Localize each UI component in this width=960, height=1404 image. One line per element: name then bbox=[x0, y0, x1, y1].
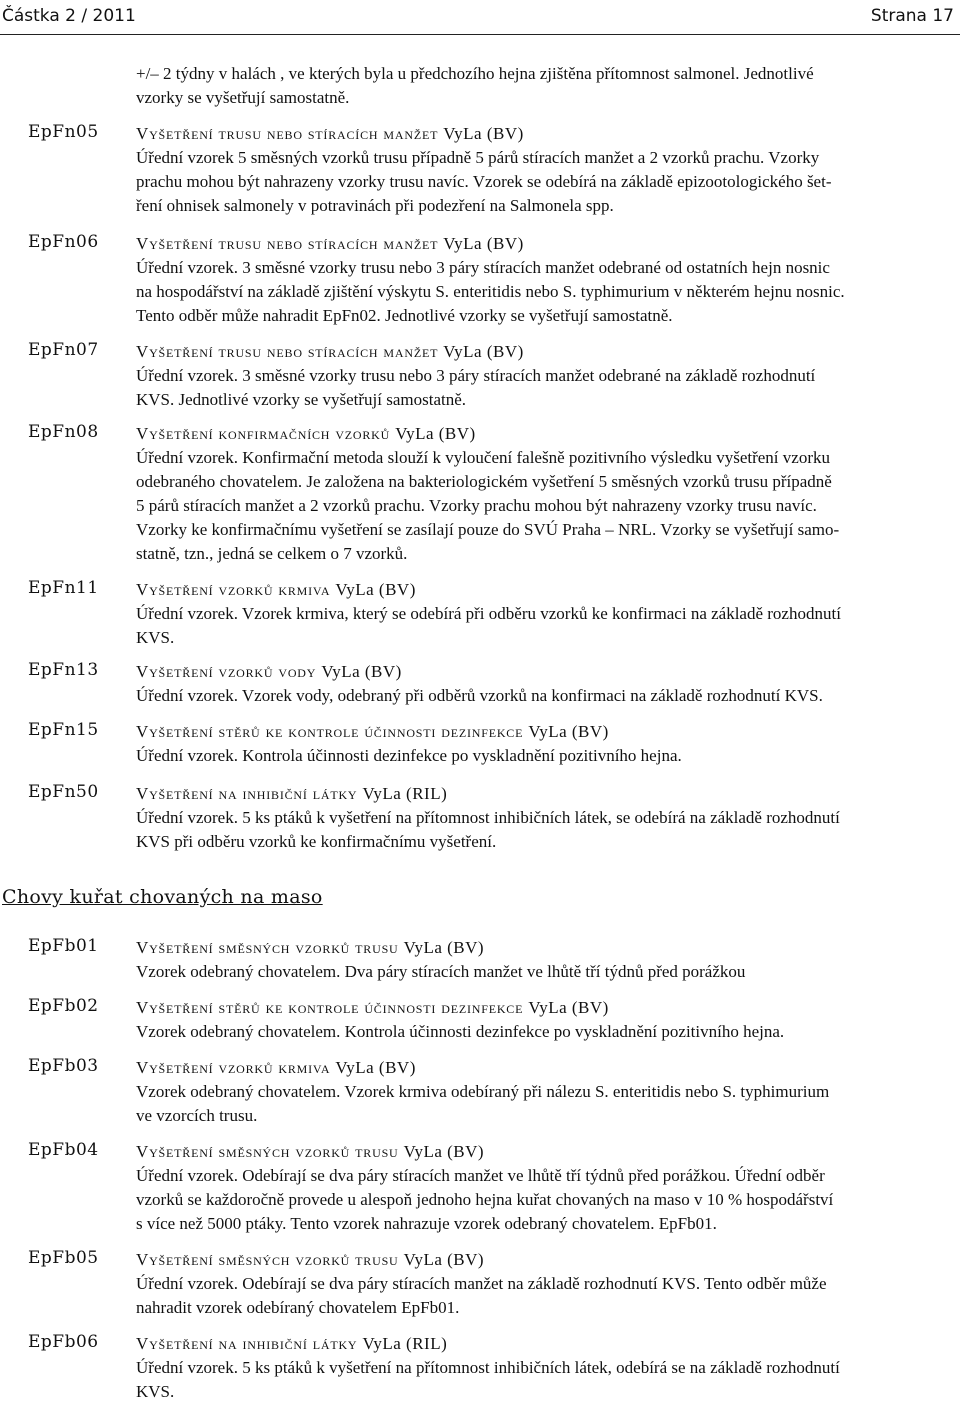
intro-line: +/– 2 týdny v halách , ve kterých byla u předchozího hejna zjištěna přítomnost salmonel. Jednotlivé bbox=[136, 64, 814, 83]
entry-code: EpFn50 bbox=[28, 782, 99, 802]
entry-body bbox=[136, 578, 956, 650]
page-number: Strana 17 bbox=[870, 6, 954, 26]
entry-text-line: ření ohnisek salmonely v potravinách při podezření na Salmonela spp. bbox=[136, 196, 614, 215]
entry-title: Vyšetření stěrů ke kontrole účinnosti dezinfekce bbox=[136, 722, 524, 741]
entry-tag: VyLa (BV) bbox=[528, 722, 609, 741]
entry-tag: VyLa (RIL) bbox=[362, 1334, 448, 1353]
entry-title: Vyšetření směsných vzorků trusu bbox=[136, 938, 399, 957]
entry-text-line: statně, tzn., jedná se celkem o 7 vzorků. bbox=[136, 544, 408, 563]
entry-tag: VyLa (BV) bbox=[321, 662, 402, 681]
entry-title-line bbox=[136, 720, 956, 744]
entry-body bbox=[136, 422, 956, 566]
entry-text-line: Úřední vzorek. 5 ks ptáků k vyšetření na přítomnost inhibičních látek, se odebírá na základě rozhodnutí bbox=[136, 808, 840, 827]
entry-title: Vyšetření směsných vzorků trusu bbox=[136, 1250, 399, 1269]
entry-text-line: Vzorek odebraný chovatelem. Dva páry stíracích manžet ve lhůtě tří týdnů před porážkou bbox=[136, 962, 746, 981]
entry-text-line: KVS. bbox=[136, 628, 175, 647]
entry-title-line bbox=[136, 996, 956, 1020]
entry-tag: VyLa (BV) bbox=[403, 1250, 485, 1269]
issue-number: Částka 2 / 2011 bbox=[2, 6, 136, 26]
entry-body bbox=[136, 996, 956, 1044]
entry-text-line: Úřední vzorek. Konfirmační metoda slouží k vyloučení falešně pozitivního výsledku vyšetření vzorku bbox=[136, 448, 830, 467]
entry-title-line bbox=[136, 660, 956, 684]
entry-title: Vyšetření na inhibiční látky bbox=[136, 1334, 358, 1353]
entry-text-line: Úřední vzorek. 5 ks ptáků k vyšetření na přítomnost inhibičních látek, odebírá se na základě rozhodnutí bbox=[136, 1358, 840, 1377]
entry-title: Vyšetření stěrů ke kontrole účinnosti dezinfekce bbox=[136, 998, 524, 1017]
entry-title: Vyšetření vzorků krmiva bbox=[136, 580, 331, 599]
entry-tag: VyLa (BV) bbox=[395, 424, 476, 443]
entry-title-line bbox=[136, 578, 956, 602]
entry-text-line: KVS. Jednotlivé vzorky se vyšetřují samostatně. bbox=[136, 390, 467, 409]
entry-tag: VyLa (BV) bbox=[403, 938, 485, 957]
entry-code: EpFn13 bbox=[28, 660, 99, 680]
entry-title: Vyšetření konfirmačních vzorků bbox=[136, 424, 391, 443]
entry-body bbox=[136, 1332, 956, 1404]
entry-code: EpFn15 bbox=[28, 720, 99, 740]
entry-tag: VyLa (BV) bbox=[443, 124, 524, 143]
entry-tag: VyLa (BV) bbox=[335, 580, 416, 599]
entry-text-line: Tento odběr může nahradit EpFn02. Jednotlivé vzorky se vyšetřují samostatně. bbox=[136, 306, 673, 325]
entry-body bbox=[136, 232, 956, 328]
entry-tag: VyLa (BV) bbox=[528, 998, 609, 1017]
entry-body bbox=[136, 720, 956, 768]
entry-text-line: ve vzorcích trusu. bbox=[136, 1106, 258, 1125]
entry-code: EpFb05 bbox=[28, 1248, 99, 1268]
entry-text-line: Úřední vzorek. Kontrola účinnosti dezinfekce po vyskladnění pozitivního hejna. bbox=[136, 746, 682, 765]
entry-text-line: Vzorky ke konfirmačnímu vyšetření se zasílají pouze do SVÚ Praha – NRL. Vzorky se vyšetřují samo- bbox=[136, 520, 840, 539]
entry-title-line bbox=[136, 122, 956, 146]
entry-text-line: Vzorek odebraný chovatelem. Kontrola účinnosti dezinfekce po vyskladnění pozitivního hejna. bbox=[136, 1022, 785, 1041]
entry-title: Vyšetření vzorků vody bbox=[136, 662, 317, 681]
entry-body bbox=[136, 1248, 956, 1320]
entry-tag: VyLa (BV) bbox=[403, 1142, 485, 1161]
entry-body bbox=[136, 936, 956, 984]
entry-text-line: Úřední vzorek. 3 směsné vzorky trusu nebo 3 páry stíracích manžet odebrané na základě rozhodnutí bbox=[136, 366, 816, 385]
entry-title-line bbox=[136, 936, 956, 960]
entry-text-line: s více než 5000 ptáky. Tento vzorek nahrazuje vzorek odebraný chovatelem. EpFb01. bbox=[136, 1214, 717, 1233]
entry-code: EpFb01 bbox=[28, 936, 99, 956]
entry-title-line bbox=[136, 1248, 956, 1272]
entry-text-line: Úřední vzorek. Odebírají se dva páry stíracích manžet ve lhůtě tří týdnů před porážkou. Úřední odběr bbox=[136, 1166, 825, 1185]
entry-text-line: nahradit vzorek odebíraný chovatelem EpFb01. bbox=[136, 1298, 460, 1317]
entry-text-line: Úřední vzorek. Vzorek vody, odebraný při odběrů vzorků na konfirmaci na základě rozhodnutí KVS. bbox=[136, 686, 823, 705]
entry-body bbox=[136, 660, 956, 708]
entry-title-line bbox=[136, 422, 956, 446]
entry-title-line bbox=[136, 232, 956, 256]
entry-text-line: Vzorek odebraný chovatelem. Vzorek krmiva odebíraný při nálezu S. enteritidis nebo S. typhimurium bbox=[136, 1082, 830, 1101]
entry-tag: VyLa (BV) bbox=[335, 1058, 416, 1077]
entry-text-line: vzorků se každoročně provede u alespoň jednoho hejna kuřat chovaných na maso v 10 % hospodářství bbox=[136, 1190, 834, 1209]
entry-title-line bbox=[136, 1332, 956, 1356]
entry-text-line: odebraného chovatelem. Je založena na bakteriologickém vyšetření 5 směsných vzorků trusu případně bbox=[136, 472, 832, 491]
entry-text-line: Úřední vzorek 5 směsných vzorků trusu případně 5 párů stíracích manžet a 2 vzorků prachu. Vzorky bbox=[136, 148, 820, 167]
entry-text-line: Úřední vzorek. Vzorek krmiva, který se odebírá při odběru vzorků ke konfirmaci na základě rozhodnutí bbox=[136, 604, 841, 623]
entry-text-line: KVS. bbox=[136, 1382, 175, 1401]
entry-code: EpFb03 bbox=[28, 1056, 99, 1076]
entry-title: Vyšetření vzorků krmiva bbox=[136, 1058, 331, 1077]
entry-tag: VyLa (BV) bbox=[443, 234, 524, 253]
entry-title: Vyšetření trusu nebo stíracích manžet bbox=[136, 234, 439, 253]
entry-text-line: prachu mohou být nahrazeny vzorky trusu navíc. Vzorek se odebírá na základě epizootologického šet- bbox=[136, 172, 832, 191]
entry-code: EpFn08 bbox=[28, 422, 99, 442]
entry-title: Vyšetření trusu nebo stíracích manžet bbox=[136, 342, 439, 361]
entry-code: EpFn11 bbox=[28, 578, 99, 598]
entry-code: EpFn05 bbox=[28, 122, 99, 142]
entry-code: EpFb06 bbox=[28, 1332, 99, 1352]
entry-title-line bbox=[136, 1056, 956, 1080]
page-header bbox=[0, 0, 960, 35]
entry-body bbox=[136, 340, 956, 412]
entry-title-line bbox=[136, 1140, 956, 1164]
entry-body bbox=[136, 122, 956, 218]
entry-code: EpFn07 bbox=[28, 340, 99, 360]
entry-text-line: Úřední vzorek. 3 směsné vzorky trusu nebo 3 páry stíracích manžet odebrané od ostatních hejn nosnic bbox=[136, 258, 830, 277]
section-heading: Chovy kuřat chovaných na maso bbox=[2, 886, 323, 908]
entry-title-line bbox=[136, 782, 956, 806]
entry-text-line: KVS při odběru vzorků ke konfirmačnímu vyšetření. bbox=[136, 832, 497, 851]
entry-text-line: 5 párů stíracích manžet a 2 vzorků prachu. Vzorky prachu mohou být nahrazeny vzorky trusu navíc. bbox=[136, 496, 817, 515]
entry-tag: VyLa (BV) bbox=[443, 342, 524, 361]
entry-title: Vyšetření trusu nebo stíracích manžet bbox=[136, 124, 439, 143]
entry-code: EpFb04 bbox=[28, 1140, 99, 1160]
entry-text-line: Úřední vzorek. Odebírají se dva páry stíracích manžet na základě rozhodnutí KVS. Tento odběr může bbox=[136, 1274, 827, 1293]
entry-code: EpFb02 bbox=[28, 996, 99, 1016]
intro-line: vzorky se vyšetřují samostatně. bbox=[136, 88, 350, 107]
entry-body bbox=[136, 782, 956, 854]
entry-body bbox=[136, 1056, 956, 1128]
entry-text-line: na hospodářství na základě zjištění výskytu S. enteritidis nebo S. typhimurium v některém hejnu nosnic. bbox=[136, 282, 845, 301]
entry-tag: VyLa (RIL) bbox=[362, 784, 448, 803]
entry-title-line bbox=[136, 340, 956, 364]
entry-body bbox=[136, 1140, 956, 1236]
entry-title: Vyšetření na inhibiční látky bbox=[136, 784, 358, 803]
entry-code: EpFn06 bbox=[28, 232, 99, 252]
entry-title: Vyšetření směsných vzorků trusu bbox=[136, 1142, 399, 1161]
